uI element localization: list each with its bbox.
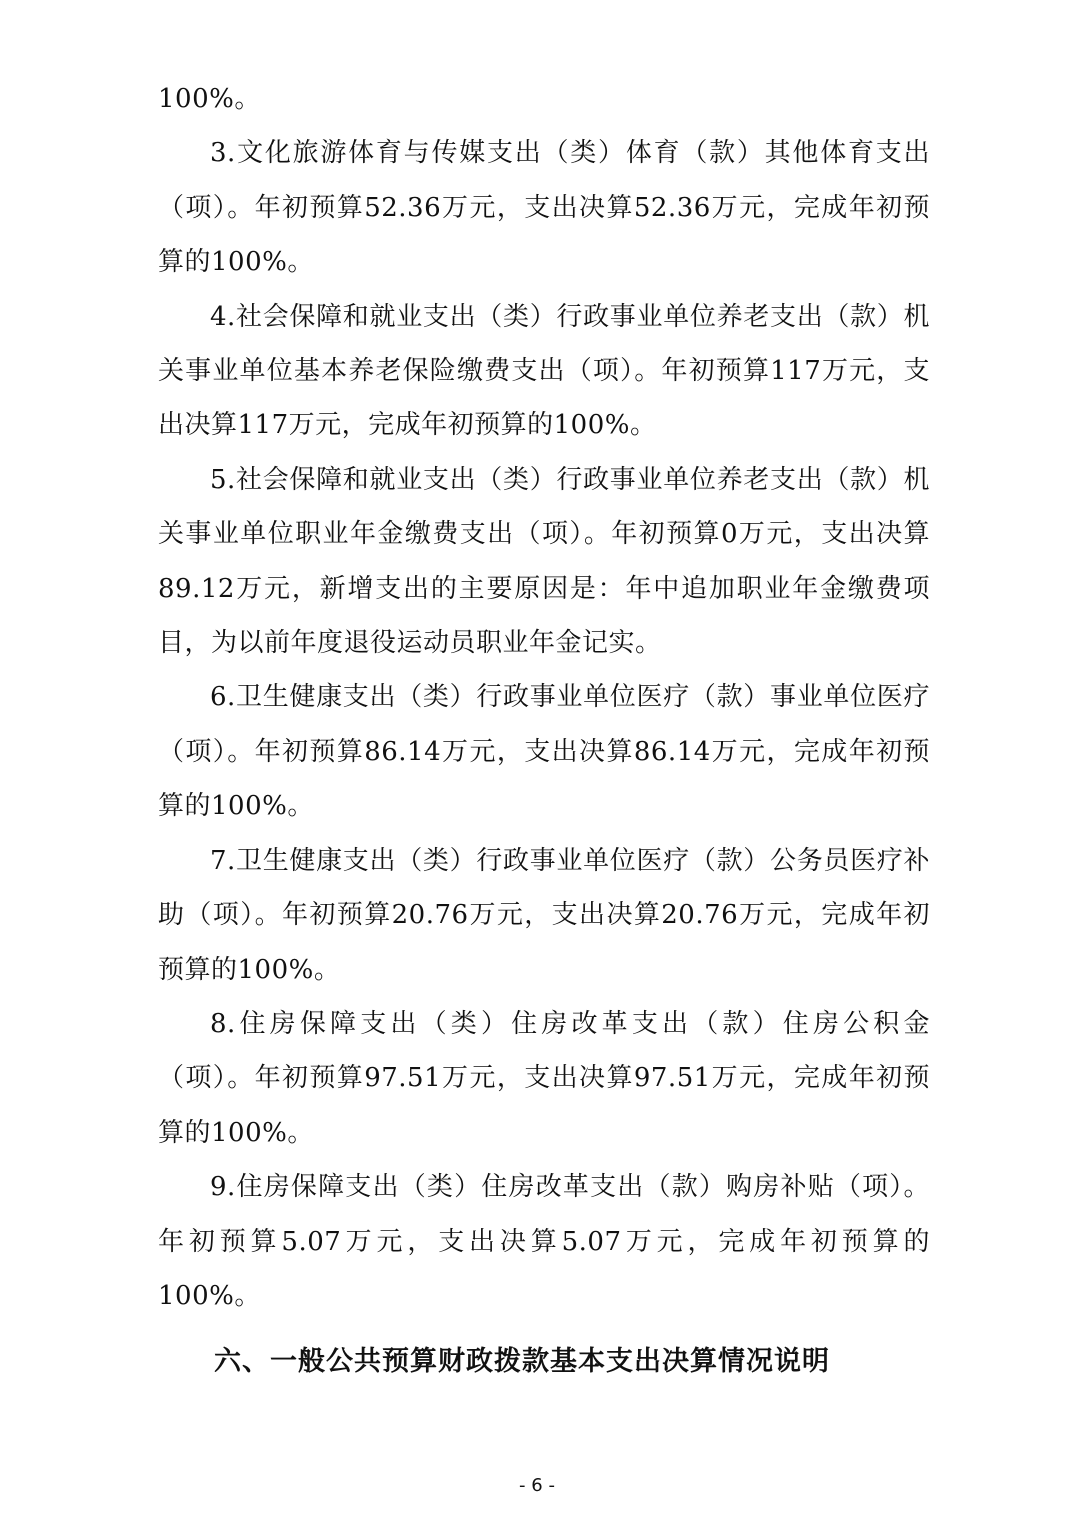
- paragraph-item-4: 4.社会保障和就业支出（类）行政事业单位养老支出（款）机关事业单位基本养老保险缴费支出（项）。年初预算117万元，支出决算117万元，完成年初预算的100%。: [158, 301, 930, 441]
- paragraph-item-9: 9.住房保障支出（类）住房改革支出（款）购房补贴（项）。年初预算5.07万元，支出决算5.07万元，完成年初预算的100%。: [158, 1172, 930, 1311]
- paragraph-item-7: 7.卫生健康支出（类）行政事业单位医疗（款）公务员医疗补助（项）。年初预算20.76万元，支出决算20.76万元，完成年初预算的100%。: [158, 845, 930, 985]
- paragraph-continuation: 100%。: [158, 84, 261, 114]
- section-heading: 六、一般公共预算财政拨款基本支出决算情况说明: [214, 1346, 830, 1377]
- paragraph-item-6: 6.卫生健康支出（类）行政事业单位医疗（款）事业单位医疗（项）。年初预算86.14万元，支出决算86.14万元，完成年初预算的100%。: [158, 682, 930, 822]
- body-text: [158, 72, 930, 1323]
- paragraph-item-8: 8.住房保障支出（类）住房改革支出（款）住房公积金（项）。年初预算97.51万元，支出决算97.51万元，完成年初预算的100%。: [158, 1008, 930, 1148]
- paragraph-item-5: 5.社会保障和就业支出（类）行政事业单位养老支出（款）机关事业单位职业年金缴费支出（项）。年初预算0万元，支出决算89.12万元，新增支出的主要原因是：年中追加职业年金缴费项目，为以前年度退役运动员职业年金记实。: [158, 464, 930, 659]
- page-number: - 6 -: [519, 1475, 555, 1496]
- paragraph-item-3: 3.文化旅游体育与传媒支出（类）体育（款）其他体育支出（项）。年初预算52.36万元，支出决算52.36万元，完成年初预算的100%。: [158, 138, 930, 278]
